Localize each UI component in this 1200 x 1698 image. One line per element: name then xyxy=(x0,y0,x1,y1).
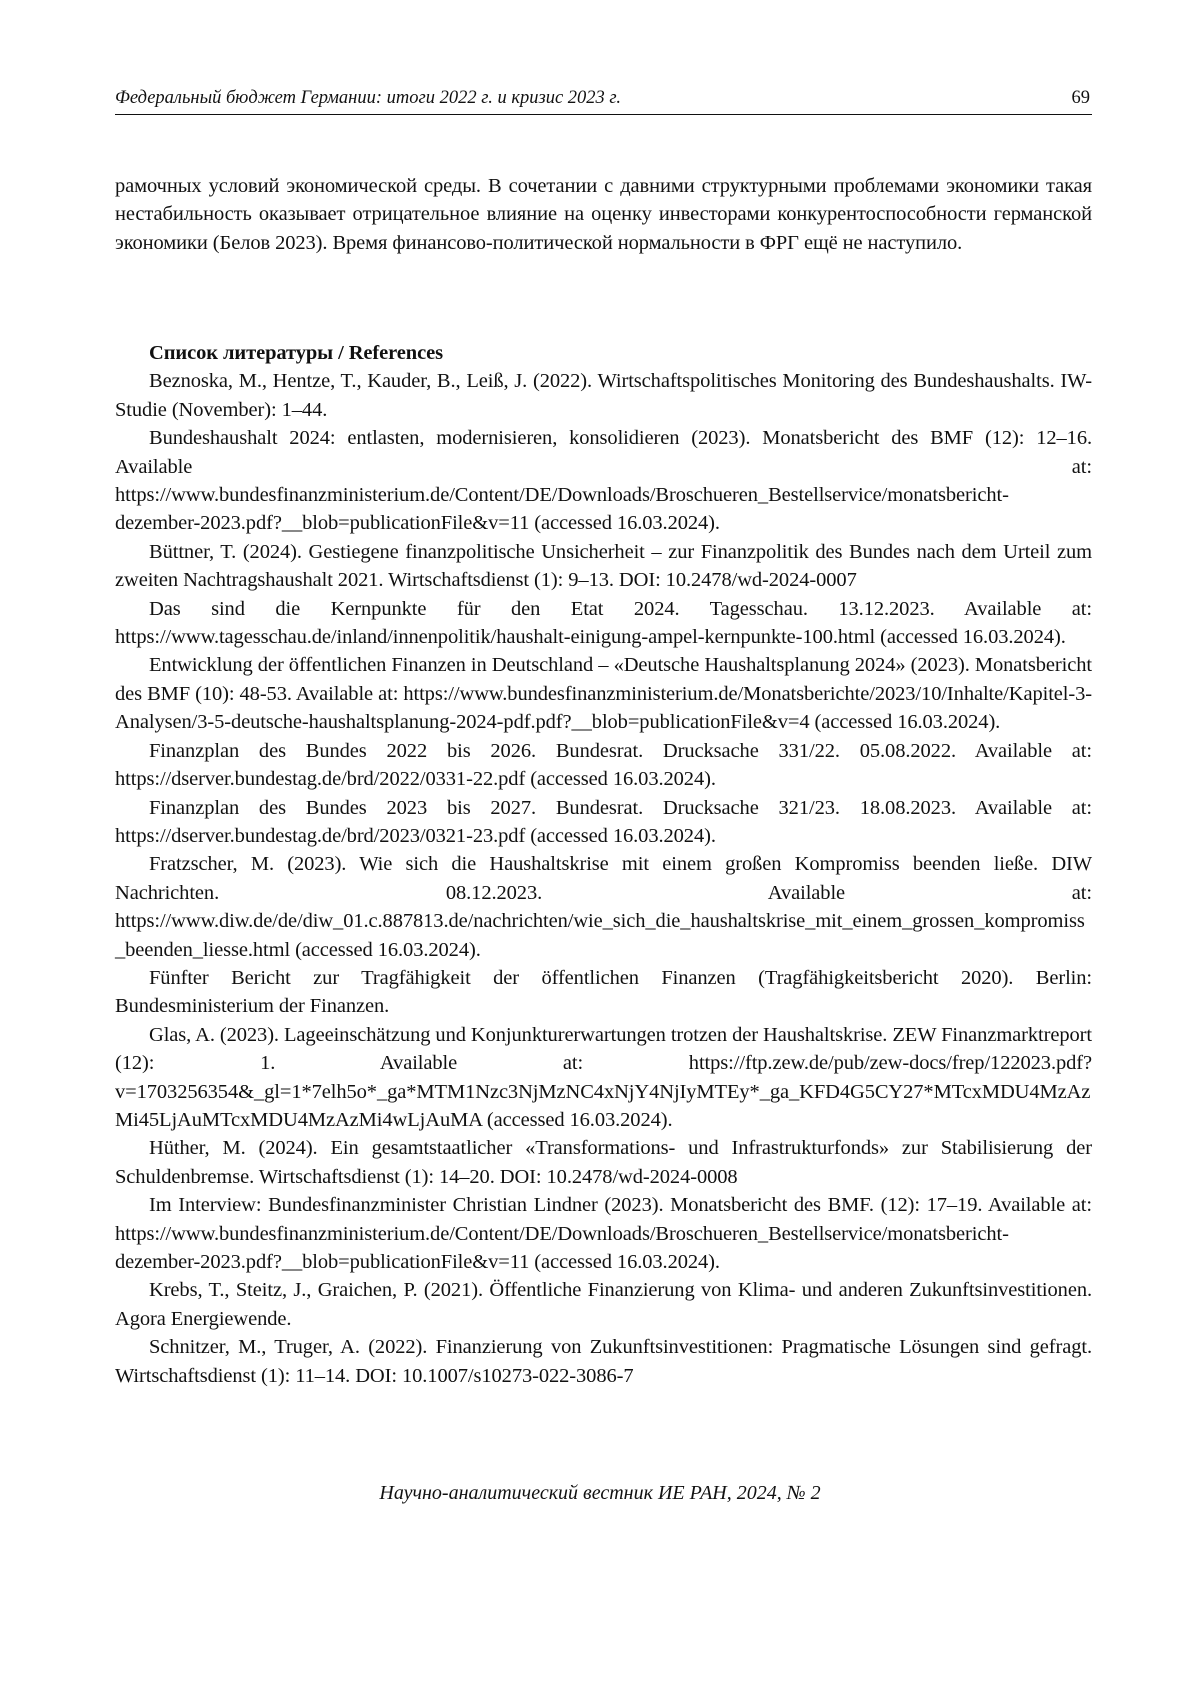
reference-item: Bundeshaushalt 2024: entlasten, modernisieren, konsolidieren (2023). Monatsbericht des BMF (12): 12–16. Available at: https://www.bundesfinanzministerium.de/Content/DE/Downloads/Broschueren_Bestellservice/monatsbericht-dezember-2023.pdf?__blob=publicationFile&v=11 (accessed 16.03.2024). xyxy=(115,427,1092,535)
reference-item: Büttner, T. (2024). Gestiegene finanzpolitische Unsicherheit – zur Finanzpolitik des Bundes nach dem Urteil zum zweiten Nachtragshaushalt 2021. Wirtschaftsdienst (1): 9–13. DOI: 10.2478/wd-2024-0007 xyxy=(115,540,1092,592)
reference-item: Fünfter Bericht zur Tragfähigkeit der öffentlichen Finanzen (Tragfähigkeitsbericht 2020). Berlin: Bundesministerium der Finanzen. xyxy=(115,966,1092,1018)
reference-item: Finanzplan des Bundes 2022 bis 2026. Bundesrat. Drucksache 331/22. 05.08.2022. Available at: https://dserver.bundestag.de/brd/2022/0331-22.pdf (accessed 16.03.2024). xyxy=(115,739,1092,791)
references-heading: Список литературы / References xyxy=(149,342,443,364)
reference-item: Schnitzer, M., Truger, A. (2022). Finanzierung von Zukunftsinvestitionen: Pragmatische Lösungen sind gefragt. Wirtschaftsdienst (1): 11–14. DOI: 10.1007/s10273-022-3086-7 xyxy=(115,1336,1092,1387)
reference-item: Im Interview: Bundesfinanzminister Christian Lindner (2023). Monatsbericht des BMF. (12): 17–19. Available at: https://www.bundesfinanzministerium.de/Content/DE/Downloads/Broschueren_Bestellservice/monatsbericht-dezember-2023.pdf?__blob=publicationFile&v=11 (accessed 16.03.2024). xyxy=(115,1194,1092,1273)
reference-item: Glas, A. (2023). Lageeinschätzung und Konjunkturerwartungen trotzen der Haushaltskrise. ZEW Finanzmarktreport (12): 1. Available at: https://ftp.zew.de/pub/zew-docs/frep/122023.pdf?v=1703256354&_gl=1*7elh5o*_ga*MTM1Nzc3NjMzNC4xNjY4NjIyMTEy*_ga_KFD4G5CY27*MTcxMDU4MzAzMi45LjAuMTcxMDU4MzAzMi4wLjAuMA (accessed 16.03.2024). xyxy=(115,1023,1092,1131)
reference-item: Entwicklung der öffentlichen Finanzen in Deutschland – «Deutsche Haushaltsplanung 2024» (2023). Monatsbericht des BMF (10): 48-53. Available at: https://www.bundesfinanzministerium.de/Monatsberichte/2023/10/Inhalte/Kapitel-3-Analysen/3-5-deutsche-haushaltsplanung-2024-pdf.pdf?__blob=publicationFile&v=4 (accessed 16.03.2024). xyxy=(115,654,1092,734)
running-header xyxy=(115,86,1092,115)
running-header-title: Федеральный бюджет Германии: итоги 2022 г. и кризис 2023 г. xyxy=(115,88,622,108)
reference-item: Hüther, M. (2024). Ein gesamtstaatlicher «Transformations- und Infrastrukturfonds» zur Stabilisierung der Schuldenbremse. Wirtschaftsdienst (1): 14–20. DOI: 10.2478/wd-2024-0008 xyxy=(115,1137,1092,1188)
page-footer: Научно-аналитический вестник ИЕ РАН, 2024, № 2 xyxy=(379,1482,821,1504)
reference-item: Krebs, T., Steitz, J., Graichen, P. (2021). Öffentliche Finanzierung von Klima- und anderen Zukunftsinvestitionen. Agora Energiewende. xyxy=(115,1279,1092,1330)
reference-item: Das sind die Kernpunkte für den Etat 2024. Tagesschau. 13.12.2023. Available at: https://www.tagesschau.de/inland/innenpolitik/haushalt-einigung-ampel-kernpunkte-100.html (accessed 16.03.2024). xyxy=(115,597,1092,649)
reference-item: Beznoska, M., Hentze, T., Kauder, B., Leiß, J. (2022). Wirtschaftspolitisches Monitoring des Bundeshaushalts. IW-Studie (November): 1–44. xyxy=(115,370,1092,421)
reference-item: Fratzscher, M. (2023). Wie sich die Haushaltskrise mit einem großen Kompromiss beenden ließe. DIW Nachrichten. 08.12.2023. Available at: https://www.diw.de/de/diw_01.c.887813.de/nachrichten/wie_sich_die_haushaltskrise_mit_einem_grossen_kompromiss_beenden_liesse.html (accessed 16.03.2024). xyxy=(115,853,1092,961)
reference-item: Finanzplan des Bundes 2023 bis 2027. Bundesrat. Drucksache 321/23. 18.08.2023. Available at: https://dserver.bundestag.de/brd/2023/0321-23.pdf (accessed 16.03.2024). xyxy=(115,796,1092,847)
page-number: 69 xyxy=(1071,88,1090,108)
body-paragraph: рамочных условий экономической среды. В сочетании с давними структурными проблемами экономики такая нестабильность оказывает отрицательное влияние на оценку инвесторами конкурентоспособности германской экономики (Белов 2023). Время финансово-политической нормальности в ФРГ ещё не наступило. xyxy=(115,175,1092,254)
references-section xyxy=(115,339,1092,1390)
